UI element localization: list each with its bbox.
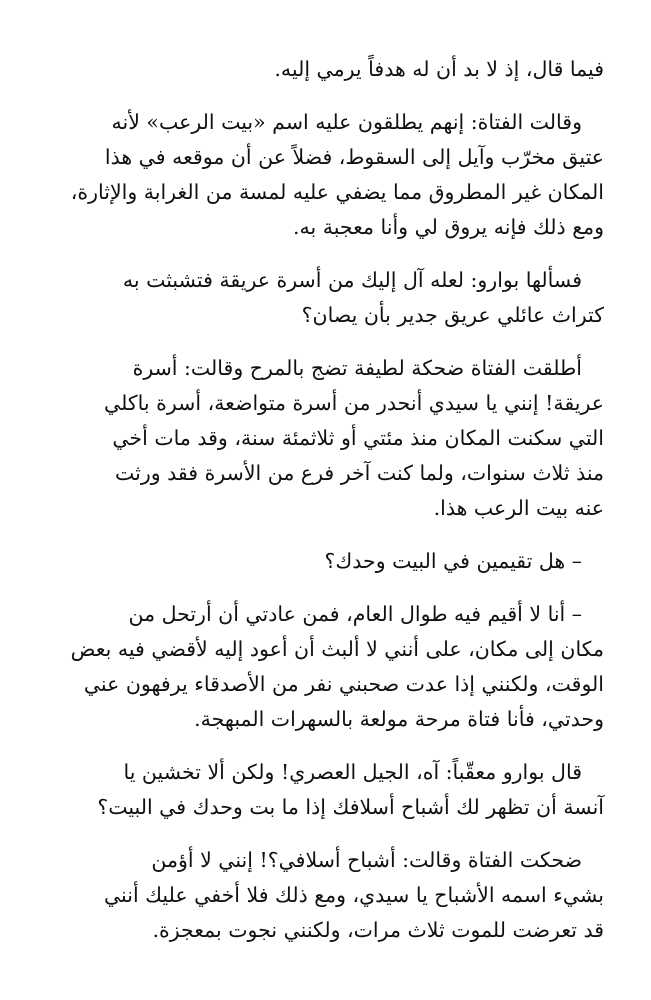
text-line: آنسة أن تظهر لك أشباح أسلافك إذا ما بت وحدك في البيت؟: [97, 795, 604, 819]
paragraph-8: [36, 843, 604, 948]
paragraph-7: [36, 755, 604, 825]
text-line: ومع ذلك فإنه يروق لي وأنا معجبة به.: [293, 215, 604, 239]
text-line: قال بوارو معقّباً: آه، الجيل العصري! ولكن ألا تخشين يا: [123, 760, 582, 784]
text-line: فسألها بوارو: لعله آل إليك من أسرة عريقة فتشبثت به: [122, 268, 582, 292]
text-line: عتيق مخرّب وآيل إلى السقوط، فضلاً عن أن موقعه في هذا: [104, 145, 604, 169]
text-line: فيما قال، إذ لا بد أن له هدفاً يرمي إليه.: [274, 57, 604, 81]
paragraph-4: [36, 351, 604, 526]
text-line: عريقة! إنني يا سيدي أنحدر من أسرة متواضعة، أسرة باكلي: [104, 391, 604, 415]
text-line: وقالت الفتاة: إنهم يطلقون عليه اسم «بيت الرعب» لأنه: [111, 110, 582, 134]
text-line: كتراث عائلي عريق جدير بأن يصان؟: [301, 303, 604, 327]
book-page: [36, 52, 604, 966]
paragraph-5: [36, 544, 604, 579]
text-line: مكان إلى مكان، على أنني لا ألبث أن أعود إليه لأقضي فيه بعض: [70, 637, 604, 661]
text-line: ضحكت الفتاة وقالت: أشباح أسلافي؟! إنني لا أؤمن: [151, 848, 582, 872]
text-line: الوقت، ولكنني إذا عدت صحبني نفر من الأصدقاء يرفهون عني: [83, 672, 604, 696]
paragraph-1: [36, 52, 604, 87]
text-line: – هل تقيمين في البيت وحدك؟: [324, 549, 582, 573]
paragraph-3: [36, 263, 604, 333]
text-line: أطلقت الفتاة ضحكة لطيفة تضج بالمرح وقالت: أسرة: [132, 356, 582, 380]
text-line: منذ ثلاث سنوات، ولما كنت آخر فرع من الأسرة فقد ورثت: [115, 461, 604, 485]
paragraph-2: [36, 105, 604, 245]
text-line: وحدتي، فأنا فتاة مرحة مولعة بالسهرات المبهجة.: [194, 707, 604, 731]
text-line: عنه بيت الرعب هذا.: [433, 496, 604, 520]
text-line: بشيء اسمه الأشباح يا سيدي، ومع ذلك فلا أخفي عليك أنني: [103, 883, 604, 907]
text-line: – أنا لا أقيم فيه طوال العام، فمن عادتي أن أرتحل من: [128, 602, 582, 626]
text-line: التي سكنت المكان منذ مئتي أو ثلاثمئة سنة، وقد مات أخي: [112, 426, 604, 450]
text-line: قد تعرضت للموت ثلاث مرات، ولكنني نجوت بمعجزة.: [152, 918, 604, 942]
paragraph-6: [36, 597, 604, 737]
text-line: المكان غير المطروق مما يضفي عليه لمسة من الغرابة والإثارة،: [70, 180, 604, 204]
